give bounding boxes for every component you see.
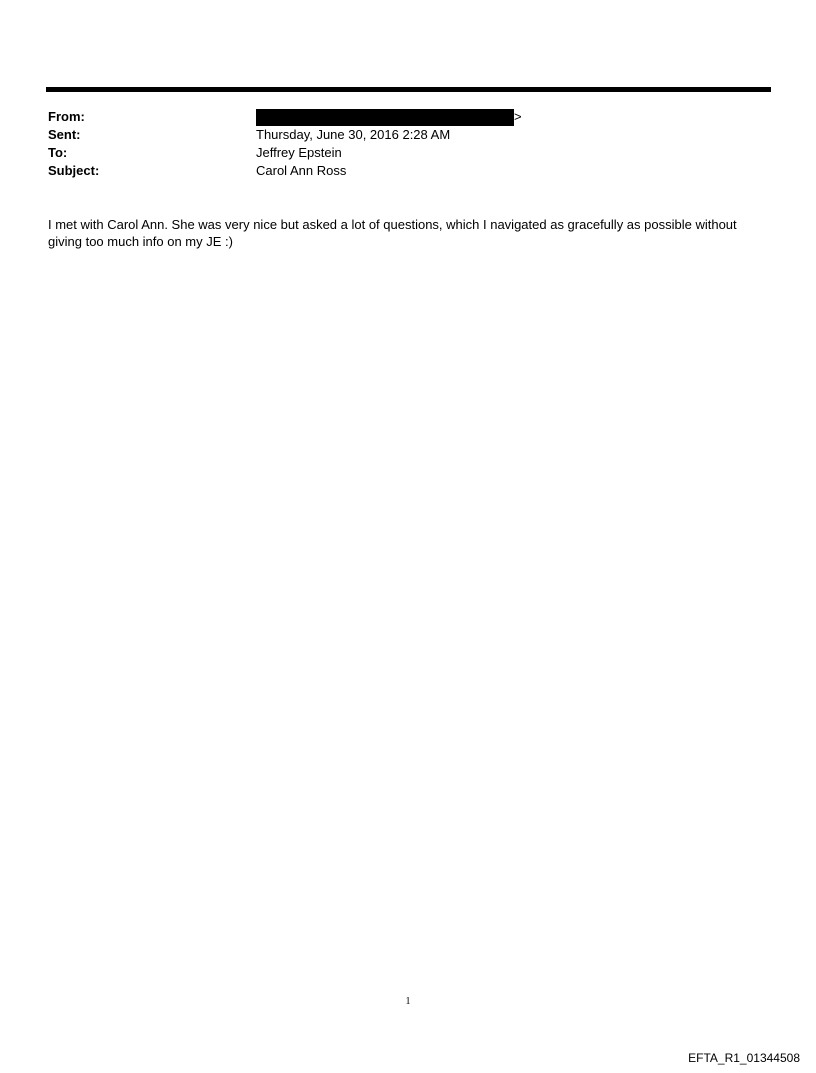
email-header [48,108,768,180]
to-label: To: [48,145,68,160]
from-label: From: [48,109,85,124]
from-row [48,108,768,126]
to-value: Jeffrey Epstein [256,145,342,160]
subject-label: Subject: [48,163,100,178]
subject-value: Carol Ann Ross [256,163,347,178]
from-value-suffix: > [514,109,522,124]
sent-label: Sent: [48,127,81,142]
redaction-box [256,109,514,126]
subject-row [48,162,768,180]
sent-value: Thursday, June 30, 2016 2:28 AM [256,127,451,142]
email-body: I met with Carol Ann. She was very nice but asked a lot of questions, which I navigated as gracefully as possible without giving too much info on my JE :) [48,217,737,249]
to-row [48,144,768,162]
page-number: 1 [405,996,411,1007]
header-divider-rule [46,87,771,92]
bates-number: EFTA_R1_01344508 [688,1051,800,1065]
sent-row [48,126,768,144]
from-value [256,108,522,126]
